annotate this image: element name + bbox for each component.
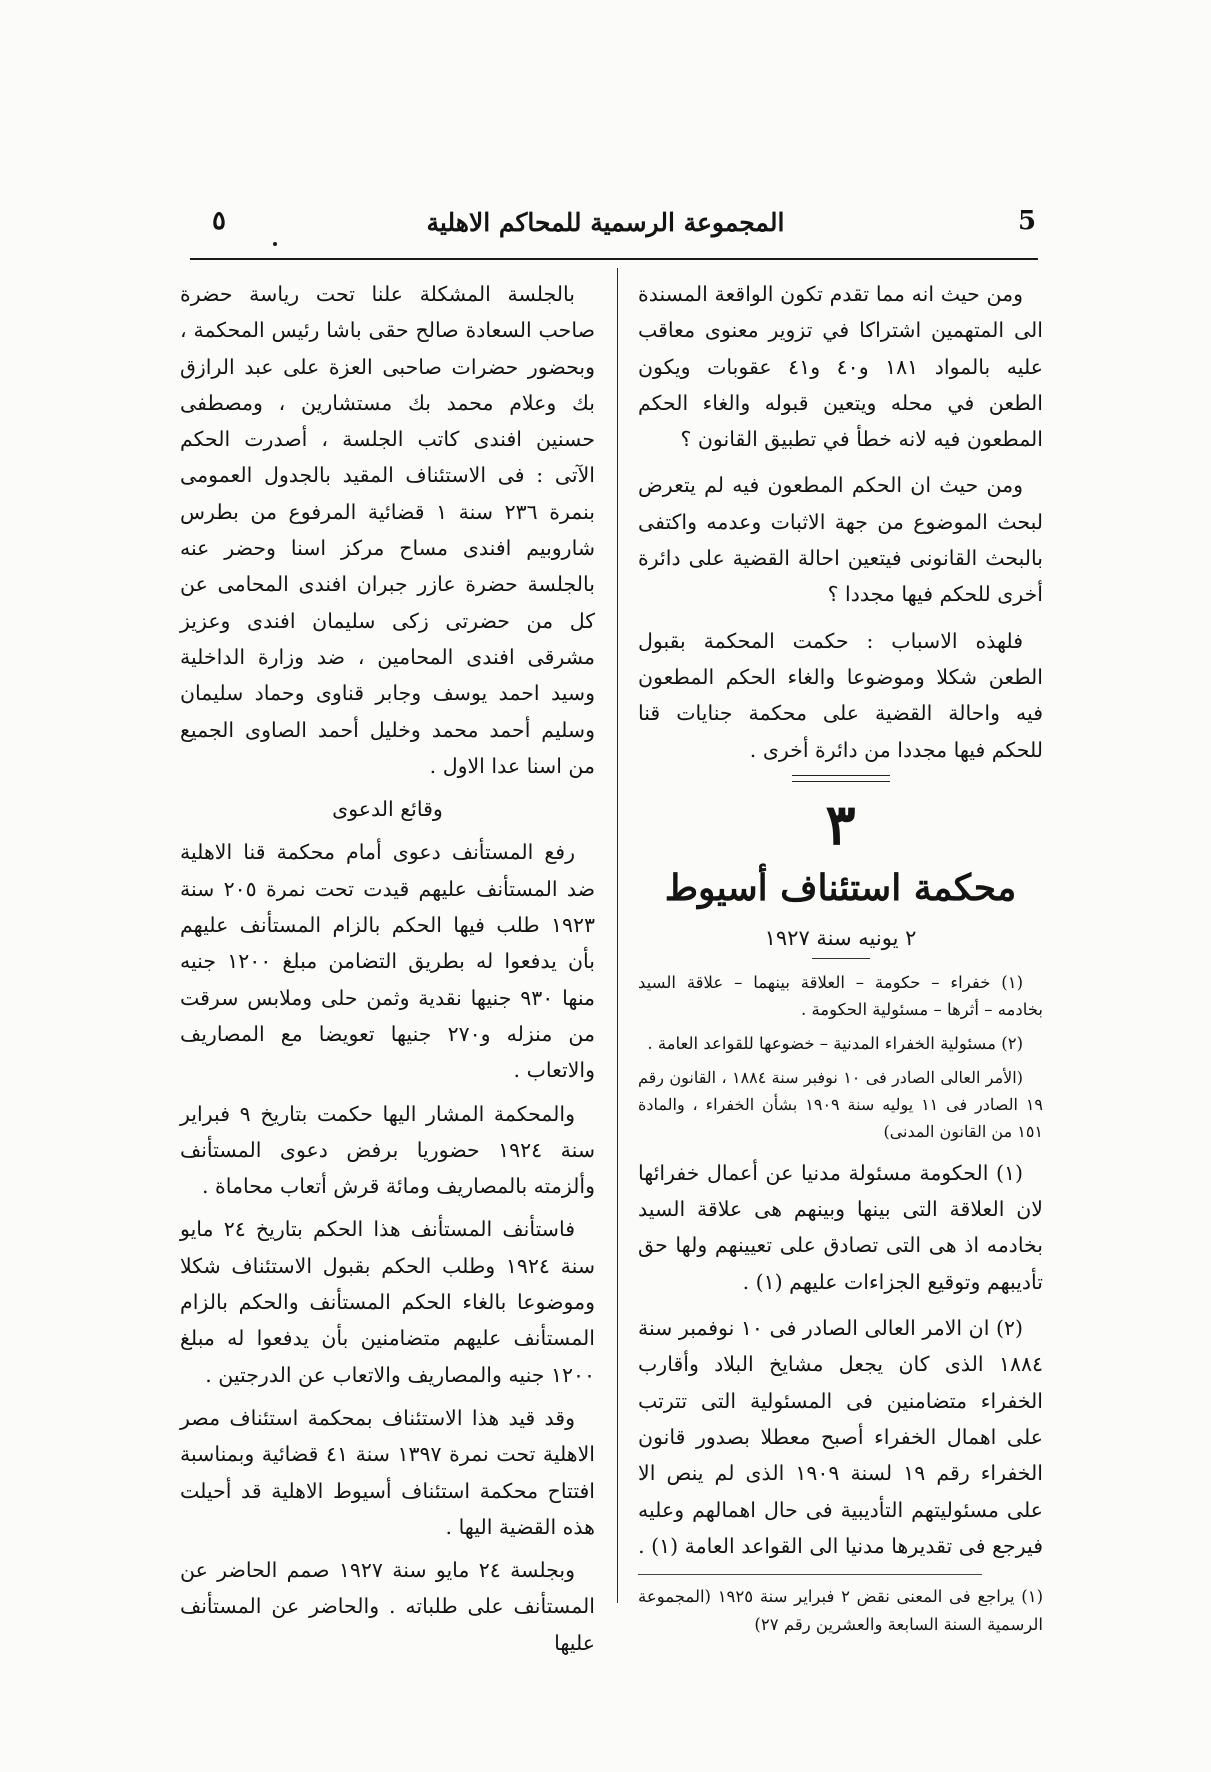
legal-citation: (الأمر العالى الصادر فى ١٠ نوفبر سنة ١٨٨٤ ، القانون رقم ١٩ الصادر فى ١١ يوليه سنة ١٩٠٩ بشأن الخفراء ، والمادة ١٥١ من القانون المدنى) bbox=[638, 1067, 1043, 1141]
body-paragraph: فاستأنف المستأنف هذا الحكم بتاريخ ٢٤ مايو سنة ١٩٢٤ وطلب الحكم بقبول الاستئناف شكلا وموضوعا بالغاء الحكم المستأنف والحكم بالزام المستأنف عليهم متضامنين بأن يدفعوا له مبلغ ١٢٠٠ جنيه والمصاريف والاتعاب عن الدرجتين . bbox=[180, 1217, 595, 1387]
section-separator bbox=[792, 775, 890, 782]
column-divider bbox=[617, 268, 618, 1603]
body-paragraph: فلهذه الاسباب : حكمت المحكمة بقبول الطعن شكلا وموضوعا والغاء الحكم المطعون فيه واحالة القضية على محكمة جنايات قنا للحكم فيها مجددا من دائرة أخرى . bbox=[638, 628, 1043, 762]
body-paragraph: بالجلسة المشكلة علنا تحت رياسة حضرة صاحب السعادة صالح حقى باشا رئيس المحكمة ، وبحضور حضرات صاحبى العزة على عبد الرازق بك وعلام محمد بك مستشارين ، ومصطفى حسنين افندى كاتب الجلسة ، أصدرت الحكم الآتى : فى الاستئناف المقيد بالجدول العمومى بنمرة ٢٣٦ سنة ١ قضائية المرفوع من بطرس شاروبيم افندى مساح مركز اسنا وحضر عنه بالجلسة حضرة عازر جبران افندى المحامى عن كل من حضرتى زكى سليمان افندى وعزيز مشرقى افندى المحامين ، ضد وزارة الداخلية وسيد احمد يوسف وجابر قناوى وحماد سليمان وسليم أحمد محمد وخليل أحمد الصاوى الجميع من اسنا عدا الاول . bbox=[180, 282, 595, 778]
left-column bbox=[180, 276, 595, 1668]
body-paragraph: وبجلسة ٢٤ مايو سنة ١٩٢٧ صمم الحاضر عن المستأنف على طلباته . والحاضر عن المستأنف عليها bbox=[180, 1558, 595, 1655]
facts-heading: وقائع الدعوى bbox=[332, 797, 443, 822]
page-number-arabic: ٥ bbox=[212, 206, 226, 236]
body-paragraph: ومن حيث انه مما تقدم تكون الواقعة المسندة الى المتهمين اشتراكا في تزوير معنوى معاقب عليه بالمواد ١٨١ و٤٠ و٤١ عقوبات ويكون الطعن في محله ويتعين قبوله والغاء الحكم المطعون فيه لانه خطأ في تطبيق القانون ؟ bbox=[638, 282, 1043, 452]
body-paragraph: رفع المستأنف دعوى أمام محكمة قنا الاهلية ضد المستأنف عليهم قيدت تحت نمرة ٢٠٥ سنة ١٩٢٣ طلب فيها الحكم بالزام المستأنف عليهم بأن يدفعوا له بطريق التضامن مبلغ ١٢٠٠ جنيه منها ٩٣٠ جنيها نقدية وثمن حلى وملابس سرقت من منزله و٢٧٠ جنيها تعويضا مع المصاريف والاتعاب . bbox=[180, 840, 595, 1083]
print-mark bbox=[273, 242, 277, 246]
footnote-rule bbox=[638, 1574, 982, 1575]
date-rule bbox=[812, 958, 870, 959]
judgment-date: ٢ يونيه سنة ١٩٢٧ bbox=[764, 925, 917, 950]
footnote: (١) يراجع فى المعنى نقض ٢ فبراير سنة ١٩٢٥ (المجموعة الرسمية السنة السابعة والعشرين رقم ٢٧) bbox=[638, 1587, 1044, 1635]
body-paragraph: وقد قيد هذا الاستئناف بمحكمة استئناف مصر الاهلية تحت نمرة ١٣٩٧ سنة ٤١ قضائية وبمناسبة افتتاح محكمة استئناف أسيوط الاهلية قد أحيلت هذه القضية اليها . bbox=[180, 1405, 596, 1539]
holding-paragraph: (١) الحكومة مسئولة مدنيا عن أعمال خفرائها لان العلاقة التى بينها وبينهم هى علاقة السيد بخادمه اذ هى التى تصادق على تعيينهم ولها حق تأديبهم وتوقيع الجزاءات عليهم (١) . bbox=[638, 1160, 1043, 1294]
headnote: (١) خفراء – حكومة – العلاقة بينهما – علاقة السيد بخادمه – أثرها – مسئولية الحكومة . bbox=[638, 972, 1043, 1019]
right-column bbox=[638, 276, 1043, 1646]
court-name: محكمة استئناف أسيوط bbox=[664, 866, 1017, 909]
body-paragraph: والمحكمة المشار اليها حكمت بتاريخ ٩ فبراير سنة ١٩٢٤ حضوريا برفض دعوى المستأنف وألزمته بالمصاريف ومائة قرش أتعاب محاماة . bbox=[180, 1101, 595, 1199]
header-rule bbox=[190, 258, 1038, 260]
page-number-latin: 5 bbox=[1018, 206, 1037, 236]
holding-paragraph: (٢) ان الامر العالى الصادر فى ١٠ نوفمبر سنة ١٨٨٤ الذى كان يجعل مشايخ البلاد وأقارب الخفراء متضامنين فى المسئولية التى تترتب على اهمال الخفراء أصبح معطلا بصدور قانون الخفراء رقم ١٩ لسنة ١٩٠٩ الذى لم ينص الا على مسئوليتهم التأديبية فى حال اهمالهم وعليه فيرجع فى تقديرها مدنيا الى القواعد العامة (١) . bbox=[638, 1316, 1043, 1558]
headnote: (٢) مسئولية الخفراء المدنية – خضوعها للقواعد العامة . bbox=[647, 1033, 1023, 1053]
case-number: ٣ bbox=[825, 791, 856, 858]
body-paragraph: ومن حيث ان الحكم المطعون فيه لم يتعرض لبحث الموضوع من جهة الاثبات وعدمه واكتفى بالبحث القانونى فيتعين احالة القضية على دائرة أخرى للحكم فيها مجددا ؟ bbox=[638, 473, 1043, 607]
running-header-title: المجموعة الرسمية للمحاكم الاهلية bbox=[426, 208, 785, 237]
